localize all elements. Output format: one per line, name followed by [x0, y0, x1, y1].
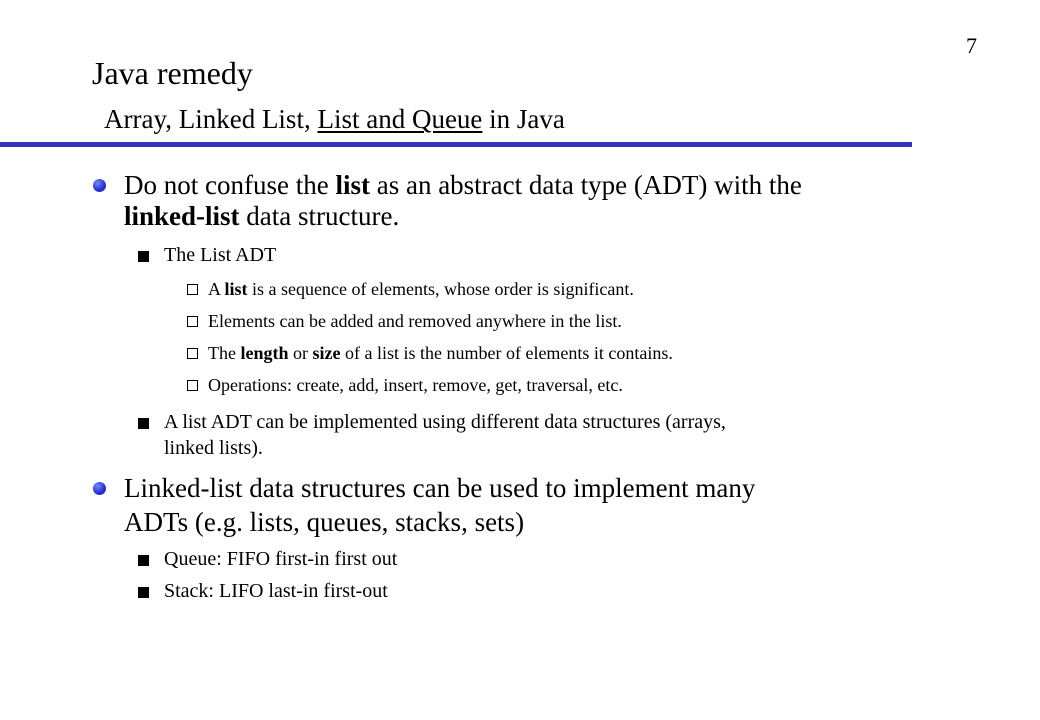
slide-title: Java remedy: [92, 55, 253, 91]
text-segment: as an abstract data type (ADT) with the: [369, 170, 802, 200]
text-segment: is a sequence of elements, whose order is significant.: [247, 279, 634, 299]
sub-sub-bullet-1: [208, 277, 634, 301]
sub-sub-bullet-3: [208, 341, 673, 365]
sub-bullet-list-adt: The List ADT: [164, 244, 277, 266]
hollow-square-bullet-icon: [187, 284, 198, 295]
sub-bullet-implementation-line-1: A list ADT can be implemented using different data structures (arrays,: [164, 411, 726, 433]
sub-sub-bullet-2: Elements can be added and removed anywhere in the list.: [208, 311, 622, 331]
sub-sub-bullet-4: Operations: create, add, insert, remove, get, traversal, etc.: [208, 375, 623, 395]
subtitle-part3: in Java: [482, 104, 565, 134]
bullet-1-line-1: [124, 169, 802, 202]
sub-bullet-implementation-line-2: linked lists).: [164, 437, 263, 459]
bullet-2-line-1: Linked-list data structures can be used to implement many: [124, 473, 756, 503]
square-bullet-icon: [138, 587, 149, 598]
subtitle-underlined: List and Queue: [317, 104, 483, 134]
slide-subtitle: [104, 103, 565, 135]
bullet-dot-icon: [93, 482, 106, 495]
bold-term-size: size: [312, 343, 341, 363]
bold-term-list: list: [224, 279, 248, 299]
text-segment: The: [208, 343, 241, 363]
hollow-square-bullet-icon: [187, 316, 198, 327]
bullet-dot-icon: [93, 179, 106, 192]
text-segment: of a list is the number of elements it contains.: [340, 343, 673, 363]
text-segment: data structure.: [239, 201, 400, 231]
title-divider: [0, 142, 912, 147]
text-segment: or: [288, 343, 313, 363]
slide-number: 7: [966, 33, 977, 58]
hollow-square-bullet-icon: [187, 348, 198, 359]
bold-term-length: length: [240, 343, 289, 363]
hollow-square-bullet-icon: [187, 380, 198, 391]
subtitle-part1: Array, Linked List,: [104, 104, 318, 134]
sub-bullet-stack: Stack: LIFO last-in first-out: [164, 580, 388, 602]
square-bullet-icon: [138, 418, 149, 429]
square-bullet-icon: [138, 251, 149, 262]
text-segment: A: [208, 279, 225, 299]
bullet-2-line-2: ADTs (e.g. lists, queues, stacks, sets): [124, 507, 525, 537]
bold-term-list: list: [335, 170, 370, 200]
text-segment: Do not confuse the: [124, 170, 336, 200]
square-bullet-icon: [138, 555, 149, 566]
sub-bullet-queue: Queue: FIFO first-in first out: [164, 548, 398, 570]
bold-term-linked-list: linked-list: [124, 201, 240, 231]
bullet-1-line-2: [124, 200, 399, 233]
